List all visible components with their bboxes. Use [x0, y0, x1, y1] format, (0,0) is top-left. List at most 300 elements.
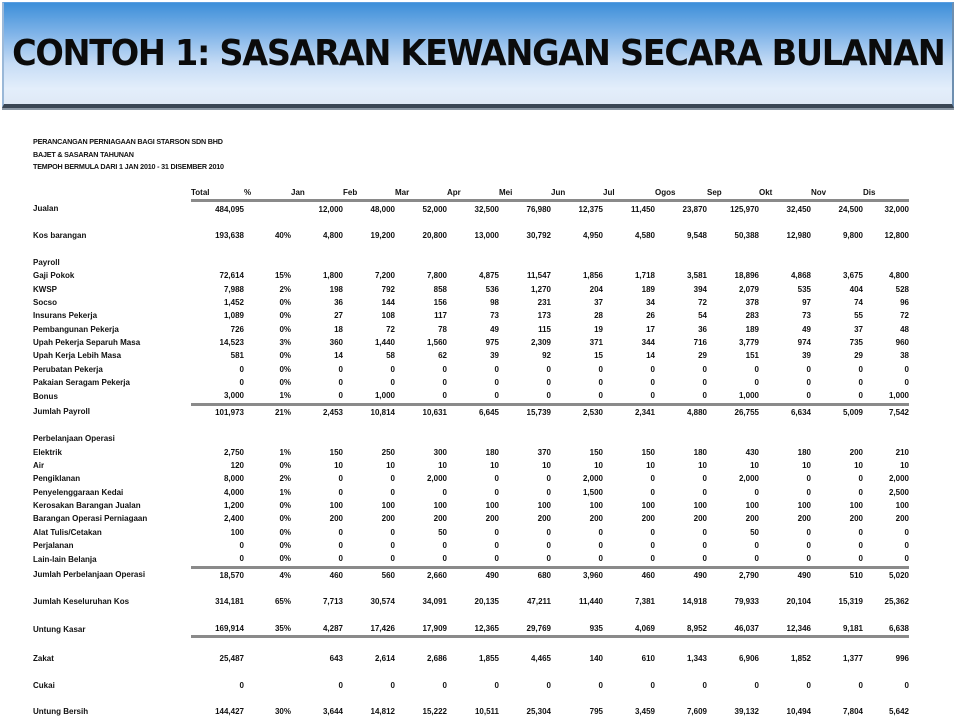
cell-month: 15,222: [422, 707, 447, 717]
spacer-row: [33, 242, 909, 255]
cell-percent: 0%: [279, 501, 291, 511]
cell-month: 19,200: [370, 231, 395, 241]
row-payroll-item: [33, 349, 909, 362]
cell-month: 0: [858, 364, 863, 374]
cell-month: 12,365: [447, 622, 499, 637]
cell-month: 11,450: [630, 204, 655, 214]
section-label: Perbelanjaan Operasi: [33, 434, 115, 444]
cell-month: 2,000: [738, 474, 759, 484]
cell-month: 0: [442, 541, 447, 551]
cell-month: 2,341: [634, 407, 655, 417]
cell-month: 0: [702, 487, 707, 497]
cell-month: 2,000: [582, 474, 603, 484]
row-jumlah-keseluruhan-kos: [33, 595, 909, 608]
cell-month: 72: [900, 311, 909, 321]
column-header-jun: Jun: [551, 186, 603, 201]
cell-month: 1,500: [582, 487, 603, 497]
cell-total: 3,000: [191, 389, 244, 404]
cell-month: 210: [895, 447, 909, 457]
cell-month: 1,560: [426, 337, 447, 347]
row-operasi-item: [33, 472, 909, 485]
cell-month: 200: [849, 514, 863, 524]
cell-month: 0: [858, 474, 863, 484]
cell-month: 3,675: [842, 271, 863, 281]
cell-month: 32,000: [884, 204, 909, 214]
cell-month: 144: [381, 297, 395, 307]
cell-month: 204: [589, 284, 603, 294]
cell-percent: 15%: [274, 271, 291, 281]
cell-month: 1,800: [322, 271, 343, 281]
cell-percent: 0%: [279, 311, 291, 321]
cell-month: 20,800: [422, 231, 447, 241]
cell-month: 11,440: [578, 597, 603, 607]
cell-total: 8,000: [223, 474, 244, 484]
cell-percent: 0%: [279, 377, 291, 387]
cell-month: 200: [485, 514, 499, 524]
cell-month: 960: [895, 337, 909, 347]
cell-month: 716: [693, 337, 707, 347]
cell-month: 198: [329, 284, 343, 294]
cell-month: 1,856: [582, 271, 603, 281]
row-payroll-item: [33, 336, 909, 349]
row-payroll-item: [33, 322, 909, 335]
cell-month: 460: [641, 570, 655, 580]
period-heading: TEMPOH BERMULA DARI 1 JAN 2010 - 31 DISEMBER 2010: [33, 162, 224, 171]
cell-month: 0: [858, 680, 863, 690]
cell-month: 14: [646, 351, 655, 361]
empty-cell: [707, 432, 759, 445]
cell-month: 643: [329, 653, 343, 663]
cell-month: 25,362: [884, 597, 909, 607]
cell-month: 8,952: [655, 622, 707, 637]
cell-month: 0: [598, 364, 603, 374]
cell-month: 100: [381, 501, 395, 511]
cell-month: 3,459: [634, 707, 655, 717]
cell-month: 610: [641, 653, 655, 663]
cell-percent: 3%: [279, 337, 291, 347]
empty-cell: [655, 432, 707, 445]
cell-percent: 1%: [279, 487, 291, 497]
empty-cell: [244, 256, 291, 269]
cell-month: 25,304: [526, 707, 551, 717]
cell-month: 26,755: [734, 407, 759, 417]
cell-month: 3,779: [738, 337, 759, 347]
cell-month: 0: [494, 364, 499, 374]
cell-month: 1,852: [790, 653, 811, 663]
row-label: Jualan: [33, 203, 59, 213]
spacer-cell: [33, 216, 909, 229]
row-jualan: [33, 201, 909, 216]
row-operasi-item: [33, 552, 909, 567]
cell-month: 4,069: [603, 622, 655, 637]
cell-month: 0: [858, 541, 863, 551]
cell-month: 4,287: [291, 622, 343, 637]
cell-month: 0: [858, 377, 863, 387]
row-label: Zakat: [33, 653, 54, 663]
row-label: Insurans Pekerja: [33, 311, 98, 321]
cell-month: 200: [693, 514, 707, 524]
cell-percent: 0%: [279, 461, 291, 471]
cell-month: 10,631: [422, 407, 447, 417]
cell-month: 0: [754, 487, 759, 497]
column-header-okt: Okt: [759, 186, 811, 201]
empty-cell: [291, 256, 343, 269]
cell-month: 0: [603, 552, 655, 567]
cell-month: 15,319: [838, 597, 863, 607]
cell-month: 100: [745, 501, 759, 511]
cell-month: 34,091: [422, 597, 447, 607]
cell-total: 0: [191, 552, 244, 567]
cell-month: 100: [589, 501, 603, 511]
cell-percent: 65%: [274, 597, 291, 607]
cell-month: 10: [594, 461, 603, 471]
cell-month: 0: [390, 474, 395, 484]
cell-month: 74: [854, 297, 863, 307]
cell-month: 0: [904, 377, 909, 387]
row-operasi-item: [33, 526, 909, 539]
cell-total: 2,400: [223, 514, 244, 524]
cell-percent: 0%: [279, 351, 291, 361]
empty-cell: [551, 256, 603, 269]
cell-month: 0: [603, 389, 655, 404]
cell-month: 200: [537, 514, 551, 524]
cell-month: 180: [693, 447, 707, 457]
cell-month: 50,388: [734, 231, 759, 241]
cell-month: 0: [863, 552, 909, 567]
document-heading: [33, 136, 224, 174]
cell-month: 17,426: [343, 622, 395, 637]
cell-month: 92: [542, 351, 551, 361]
empty-cell: [863, 256, 909, 269]
cell-month: 0: [904, 527, 909, 537]
empty-cell: [447, 432, 499, 445]
row-cukai: [33, 678, 909, 691]
cell-month: 378: [745, 297, 759, 307]
cell-month: 0: [494, 377, 499, 387]
cell-percent: 30%: [274, 707, 291, 717]
cell-month: 100: [433, 501, 447, 511]
cell-month: 0: [338, 377, 343, 387]
cell-month: 150: [589, 447, 603, 457]
row-payroll-item: [33, 362, 909, 375]
cell-month: 34: [646, 297, 655, 307]
cell-month: 528: [895, 284, 909, 294]
cell-month: 3,644: [322, 707, 343, 717]
cell-month: 0: [291, 552, 343, 567]
cell-percent: [244, 678, 291, 691]
cell-month: 10: [334, 461, 343, 471]
column-header-percent: %: [244, 186, 291, 201]
row-label: Upah Kerja Lebih Masa: [33, 351, 122, 361]
row-jumlah-payroll: [33, 404, 909, 419]
cell-month: 189: [745, 324, 759, 334]
row-untung-kasar: [33, 622, 909, 637]
cell-month: 0: [650, 541, 655, 551]
row-label: Upah Pekerja Separuh Masa: [33, 337, 141, 347]
empty-cell: [499, 432, 551, 445]
cell-month: 108: [381, 311, 395, 321]
cell-month: 180: [797, 447, 811, 457]
empty-cell: [291, 432, 343, 445]
cell-month: 0: [598, 541, 603, 551]
cell-month: 14: [334, 351, 343, 361]
cell-month: 735: [849, 337, 863, 347]
cell-month: 2,790: [738, 570, 759, 580]
cell-month: 0: [551, 389, 603, 404]
row-label: Kos barangan: [33, 231, 87, 241]
row-label: Perubatan Pekerja: [33, 364, 103, 374]
cell-month: 26: [646, 311, 655, 321]
cell-month: 20,135: [474, 597, 499, 607]
row-jumlah-operasi: [33, 567, 909, 582]
row-payroll-item: [33, 269, 909, 282]
spacer-row: [33, 582, 909, 595]
cell-month: 0: [707, 552, 759, 567]
cell-month: 150: [641, 447, 655, 457]
cell-month: 39: [802, 351, 811, 361]
budget-heading: BAJET & SASARAN TAHUNAN: [33, 149, 134, 159]
cell-month: 0: [702, 527, 707, 537]
row-label: Untung Bersih: [33, 707, 89, 717]
cell-month: 19: [594, 324, 603, 334]
cell-month: 125,970: [730, 204, 759, 214]
cell-month: 29,769: [499, 622, 551, 637]
title-banner: [2, 2, 954, 108]
column-header-label: [33, 186, 191, 201]
row-label: Pengiklanan: [33, 474, 81, 484]
cell-month: 792: [381, 284, 395, 294]
cell-month: 0: [806, 527, 811, 537]
spacer-cell: [33, 692, 909, 705]
cell-month: 4,868: [790, 271, 811, 281]
cell-month: 3,960: [582, 570, 603, 580]
row-untung-bersih: [33, 705, 909, 718]
column-header-jul: Jul: [603, 186, 655, 201]
cell-month: 18,896: [734, 271, 759, 281]
cell-month: 38: [900, 351, 909, 361]
cell-total: 72,614: [219, 271, 244, 281]
cell-month: 78: [438, 324, 447, 334]
empty-cell: [603, 432, 655, 445]
cell-month: 115: [538, 324, 551, 334]
row-operasi-item: [33, 512, 909, 525]
row-label: Jumlah Payroll: [33, 406, 90, 416]
row-label: Elektrik: [33, 447, 62, 457]
cell-month: 0: [546, 487, 551, 497]
cell-percent: 4%: [279, 570, 291, 580]
cell-month: 0: [494, 680, 499, 690]
row-operasi-item: [33, 446, 909, 459]
cell-month: 50: [750, 527, 759, 537]
cell-month: 0: [655, 552, 707, 567]
spacer-cell: [33, 242, 909, 255]
row-label: Cukai: [33, 680, 55, 690]
cell-month: 0: [499, 389, 551, 404]
cell-month: 12,980: [786, 231, 811, 241]
cell-month: 10: [542, 461, 551, 471]
empty-cell: [395, 432, 447, 445]
cell-month: 98: [490, 297, 499, 307]
cell-month: 0: [650, 680, 655, 690]
cell-month: 0: [494, 487, 499, 497]
cell-month: 0: [858, 527, 863, 537]
cell-month: 150: [329, 447, 343, 457]
cell-month: 371: [589, 337, 603, 347]
empty-cell: [759, 432, 811, 445]
cell-month: 14,812: [370, 707, 395, 717]
cell-month: 2,500: [888, 487, 909, 497]
cell-month: 1,270: [530, 284, 551, 294]
cell-month: 52,000: [422, 204, 447, 214]
cell-month: 39: [490, 351, 499, 361]
cell-month: 10: [854, 461, 863, 471]
cell-month: 15: [594, 351, 603, 361]
company-heading: PERANCANGAN PERNIAGAAN BAGI STARSON SDN BHD: [33, 137, 223, 146]
cell-month: 200: [589, 514, 603, 524]
cell-month: 7,381: [634, 597, 655, 607]
cell-month: 0: [858, 487, 863, 497]
cell-month: 680: [537, 570, 551, 580]
cell-month: 0: [650, 474, 655, 484]
column-header-nov: Nov: [811, 186, 863, 201]
cell-month: 100: [895, 501, 909, 511]
cell-month: 10,494: [786, 707, 811, 717]
cell-month: 4,800: [888, 271, 909, 281]
cell-percent: 0%: [244, 552, 291, 567]
cell-month: 9,548: [686, 231, 707, 241]
empty-cell: [244, 432, 291, 445]
cell-month: 6,906: [738, 653, 759, 663]
row-label: Lain-lain Belanja: [33, 555, 97, 565]
cell-month: 0: [702, 364, 707, 374]
row-label: KWSP: [33, 284, 57, 294]
cell-month: 72: [698, 297, 707, 307]
cell-month: 2,660: [426, 570, 447, 580]
cell-month: 996: [895, 653, 909, 663]
spacer-cell: [33, 582, 909, 595]
cell-month: 15,739: [526, 407, 551, 417]
cell-percent: 0%: [279, 527, 291, 537]
cell-month: 858: [433, 284, 447, 294]
row-label: Penyelenggaraan Kedai: [33, 487, 124, 497]
cell-month: 29: [854, 351, 863, 361]
cell-month: 0: [546, 527, 551, 537]
cell-month: 37: [854, 324, 863, 334]
cell-percent: 0%: [279, 324, 291, 334]
cell-month: 0: [904, 364, 909, 374]
cell-month: 36: [698, 324, 707, 334]
cell-month: 18: [334, 324, 343, 334]
row-label: Air: [33, 461, 45, 471]
cell-month: 96: [900, 297, 909, 307]
cell-month: 200: [797, 514, 811, 524]
spacer-row: [33, 216, 909, 229]
row-operasi-item: [33, 486, 909, 499]
cell-percent: 0%: [279, 514, 291, 524]
cell-month: 250: [381, 447, 395, 457]
cell-month: 72: [386, 324, 395, 334]
section-payroll: [33, 256, 909, 269]
cell-month: 0: [806, 377, 811, 387]
cell-month: 47,211: [526, 597, 551, 607]
cell-month: 9,181: [811, 622, 863, 637]
column-header-ogos: Ogos: [655, 186, 707, 201]
spacer-row: [33, 637, 909, 652]
cell-month: 37: [594, 297, 603, 307]
cell-total: 1,200: [223, 501, 244, 511]
cell-month: 0: [546, 377, 551, 387]
cell-month: 29: [698, 351, 707, 361]
cell-month: 73: [802, 311, 811, 321]
cell-month: 0: [551, 552, 603, 567]
cell-month: 1,000: [707, 389, 759, 404]
empty-cell: [191, 256, 244, 269]
cell-month: 0: [754, 364, 759, 374]
cell-month: 975: [485, 337, 499, 347]
cell-month: 0: [442, 377, 447, 387]
column-header-jan: Jan: [291, 186, 343, 201]
cell-month: 283: [745, 311, 759, 321]
cell-month: 0: [702, 474, 707, 484]
cell-month: 0: [811, 552, 863, 567]
cell-month: 7,542: [888, 407, 909, 417]
row-payroll-item: [33, 282, 909, 295]
cell-month: 156: [433, 297, 447, 307]
cell-month: 300: [433, 447, 447, 457]
row-operasi-item: [33, 459, 909, 472]
cell-month: 100: [329, 501, 343, 511]
cell-month: 0: [338, 527, 343, 537]
cell-total: 169,914: [191, 622, 244, 637]
cell-month: 48,000: [370, 204, 395, 214]
cell-percent: 1%: [244, 389, 291, 404]
cell-month: 0: [598, 680, 603, 690]
row-payroll-item: [33, 296, 909, 309]
cell-month: 2,079: [738, 284, 759, 294]
cell-month: 27: [334, 311, 343, 321]
cell-month: 0: [806, 487, 811, 497]
column-header-sep: Sep: [707, 186, 759, 201]
cell-month: 200: [895, 514, 909, 524]
cell-total: 120: [230, 461, 244, 471]
cell-month: 0: [395, 389, 447, 404]
cell-total: 14,523: [219, 337, 244, 347]
cell-percent: [244, 201, 291, 216]
row-operasi-item: [33, 499, 909, 512]
cell-month: 5,020: [888, 570, 909, 580]
cell-month: 140: [589, 653, 603, 663]
spacer-row: [33, 419, 909, 432]
row-label: Jumlah Keseluruhan Kos: [33, 597, 130, 607]
cell-percent: 35%: [244, 622, 291, 637]
cell-month: 200: [381, 514, 395, 524]
cell-month: 5,009: [842, 407, 863, 417]
cell-month: 200: [329, 514, 343, 524]
cell-total: 581: [230, 351, 244, 361]
cell-month: 2,453: [322, 407, 343, 417]
cell-total: 193,638: [215, 231, 244, 241]
cell-total: 726: [230, 324, 244, 334]
cell-month: 6,634: [790, 407, 811, 417]
row-label: Perjalanan: [33, 541, 74, 551]
cell-month: 490: [797, 570, 811, 580]
cell-month: 0: [442, 364, 447, 374]
empty-cell: [863, 432, 909, 445]
row-payroll-item: [33, 376, 909, 389]
cell-month: 0: [650, 487, 655, 497]
cell-month: 100: [849, 501, 863, 511]
cell-month: 10: [490, 461, 499, 471]
